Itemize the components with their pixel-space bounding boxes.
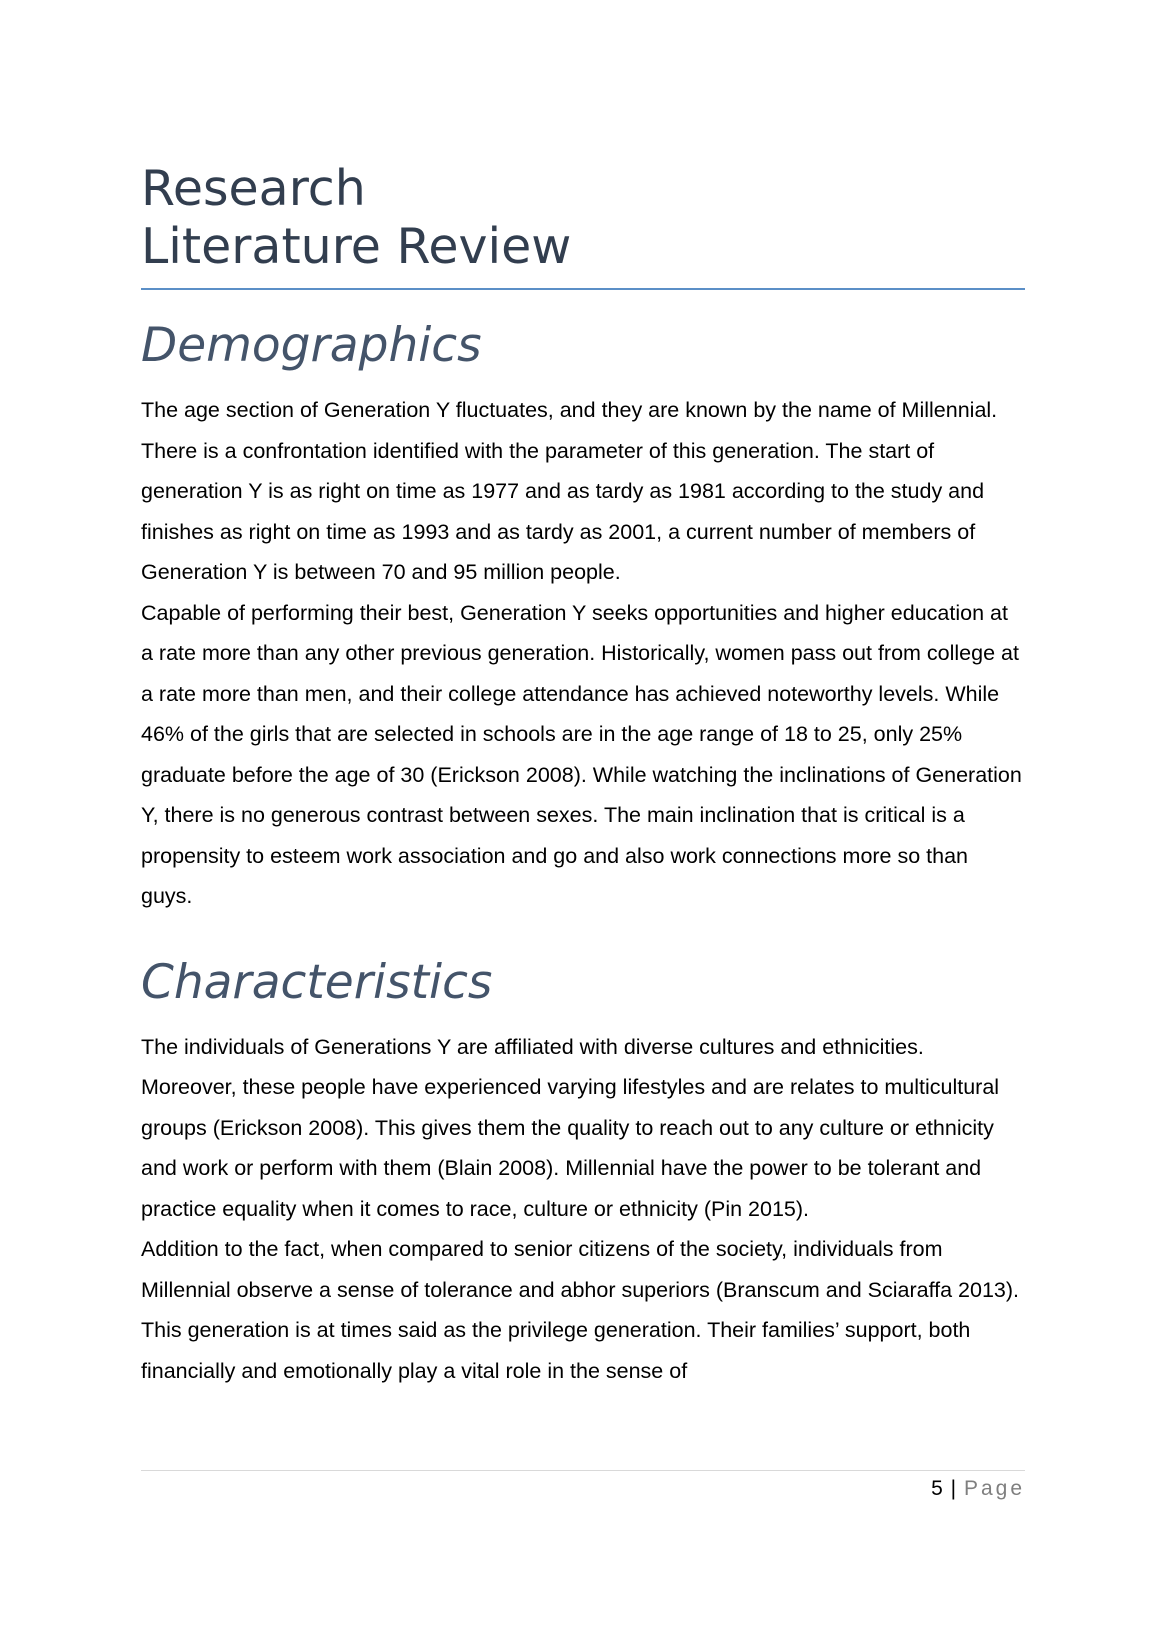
title-line-1: Research — [141, 160, 366, 217]
page-content — [141, 160, 1025, 1391]
paragraph-characteristics-1: The individuals of Generations Y are affiliated with diverse cultures and ethnicities. Moreover, these people have experienced varying lifestyles and are relates to multicultural groups (Erickson 2008). This gives them the quality to reach out to any culture or ethnicity and work or perform with them (Blain 2008). Millennial have the power to be tolerant and practice equality when it comes to race, culture or ethnicity (Pin 2015). — [141, 1034, 1000, 1221]
page-footer — [141, 1470, 1025, 1501]
page-label: Page — [963, 1477, 1025, 1500]
document-title — [141, 160, 1025, 290]
section-heading-characteristics: Characteristics — [141, 954, 493, 1010]
paragraph-demographics-2: Capable of performing their best, Generation Y seeks opportunities and higher education at a rate more than any other previous generation. Historically, women pass out from college at a rate more than men, and their college attendance has achieved noteworthy levels. While 46% of the girls that are selected in schools are in the age range of 18 to 25, only 25% graduate before the age of 30 (Erickson 2008). While watching the inclinations of Generation Y, there is no generous contrast between sexes. The main inclination that is critical is a propensity to esteem work association and go and also work connections more so than guys. — [141, 600, 1022, 908]
title-line-2: Literature Review — [141, 218, 572, 275]
page-number: 5 — [931, 1477, 943, 1500]
paragraph-demographics-1: The age section of Generation Y fluctuates, and they are known by the name of Millennial. There is a confrontation identified with the parameter of this generation. The start of generation Y is as right on time as 1977 and as tardy as 1981 according to the study and finishes as right on time as 1993 and as tardy as 2001, a current number of members of Generation Y is between 70 and 95 million people. — [141, 398, 998, 584]
paragraph-characteristics-2: Addition to the fact, when compared to senior citizens of the society, individuals from Millennial observe a sense of tolerance and abhor superiors (Branscum and Sciaraffa 2013). This generation is at times said as the privilege generation. Their families’ support, both financially and emotionally play a vital role in the sense of — [141, 1237, 1020, 1383]
page-separator: | — [950, 1477, 957, 1500]
section-heading-demographics: Demographics — [141, 318, 482, 373]
